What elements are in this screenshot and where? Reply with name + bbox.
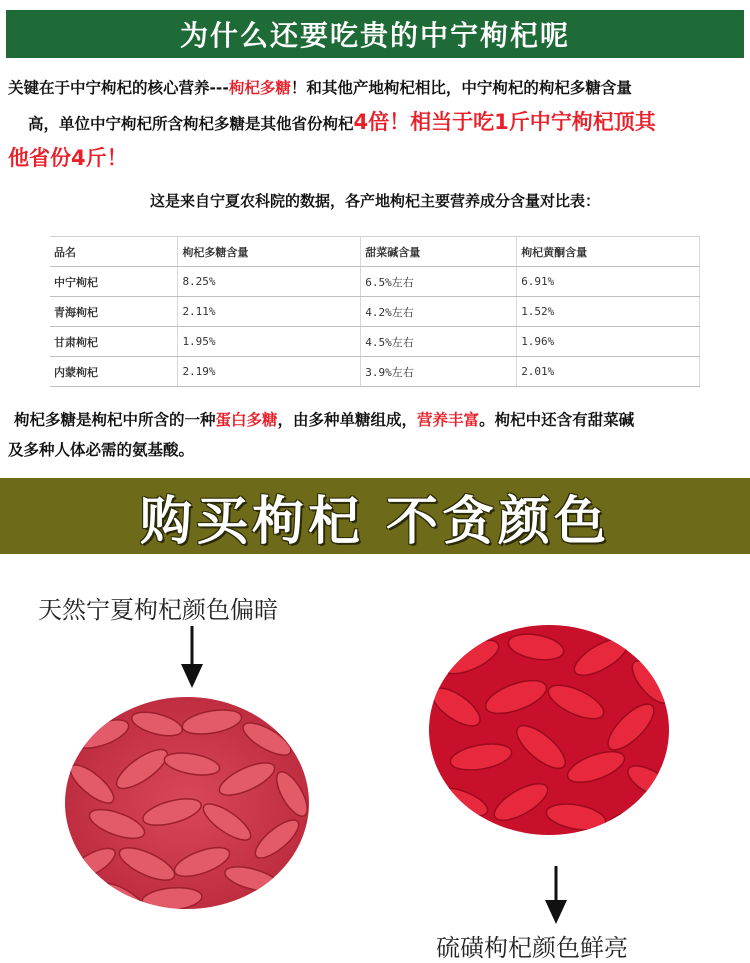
note-line-2: 及多种人体必需的氨基酸。	[8, 441, 195, 459]
table-cell: 1.52%	[517, 297, 700, 327]
column-header: 枸杞多糖含量	[178, 237, 361, 267]
table-row	[50, 267, 700, 297]
sulfur-goji-label: 硫磺枸杞颜色鲜亮	[436, 934, 628, 962]
table-cell: 甘肃枸杞	[50, 327, 178, 357]
table-cell: 4.5%左右	[361, 327, 517, 357]
highlight-polysaccharide: 枸杞多糖	[228, 79, 291, 97]
table-cell: 2.11%	[178, 297, 361, 327]
note-text: 。枸杞中还含有甜菜碱	[479, 411, 635, 429]
table-cell: 1.95%	[178, 327, 361, 357]
table-cell: 4.2%左右	[361, 297, 517, 327]
table-cell: 6.91%	[517, 267, 700, 297]
table-cell: 2.01%	[517, 357, 700, 387]
intro-text: 高，单位中宁枸杞所含枸杞多糖是其他省份枸杞	[28, 115, 354, 133]
down-arrow-icon	[542, 866, 570, 926]
natural-goji-label: 天然宁夏枸杞颜色偏暗	[38, 596, 278, 624]
intro-line-2	[28, 104, 750, 142]
note-text: 枸杞多糖是枸杞中所含的一种	[14, 411, 216, 429]
column-header: 品名	[50, 237, 178, 267]
header-banner	[0, 0, 750, 62]
intro-line-3	[8, 140, 748, 178]
highlight-protein-polysaccharide: 蛋白多糖	[215, 411, 278, 429]
table-cell: 2.19%	[178, 357, 361, 387]
table-cell: 青海枸杞	[50, 297, 178, 327]
page-title: 为什么还要吃贵的中宁枸杞呢	[6, 10, 744, 58]
table-cell: 中宁枸杞	[50, 267, 178, 297]
table-row	[50, 297, 700, 327]
intro-text: 关键在于中宁枸杞的核心营养---	[8, 79, 229, 97]
highlight-four-jin: 他省份4斤！	[8, 146, 128, 170]
column-header: 甜菜碱含量	[361, 237, 517, 267]
table-cell: 6.5%左右	[361, 267, 517, 297]
table-caption: 这是来自宁夏农科院的数据，各产地枸杞主要营养成分含量对比表：	[149, 192, 600, 210]
table-row	[50, 327, 700, 357]
intro-text: ！和其他产地枸杞相比，中宁枸杞的枸杞多糖含量	[290, 79, 632, 97]
highlight-rich-nutrition: 营养丰富	[417, 411, 480, 429]
natural-goji-photo	[62, 694, 312, 912]
table-header-row	[50, 237, 700, 267]
intro-line-1	[8, 70, 748, 106]
table-cell: 1.96%	[517, 327, 700, 357]
table-cell: 内蒙枸杞	[50, 357, 178, 387]
sulfur-goji-photo	[426, 622, 672, 838]
table-cell: 3.9%左右	[361, 357, 517, 387]
banner-title: 购买枸杞 不贪颜色	[139, 491, 611, 552]
highlight-four-times: 4倍！相当于吃1斤中宁枸杞顶其	[353, 110, 656, 134]
color-warning-banner	[0, 478, 750, 554]
down-arrow-icon	[178, 626, 206, 690]
table-cell: 8.25%	[178, 267, 361, 297]
note-text: ，由多种单糖组成，	[277, 411, 418, 429]
column-header: 枸杞黄酮含量	[517, 237, 700, 267]
nutrition-comparison-table	[50, 236, 700, 387]
table-row	[50, 357, 700, 387]
